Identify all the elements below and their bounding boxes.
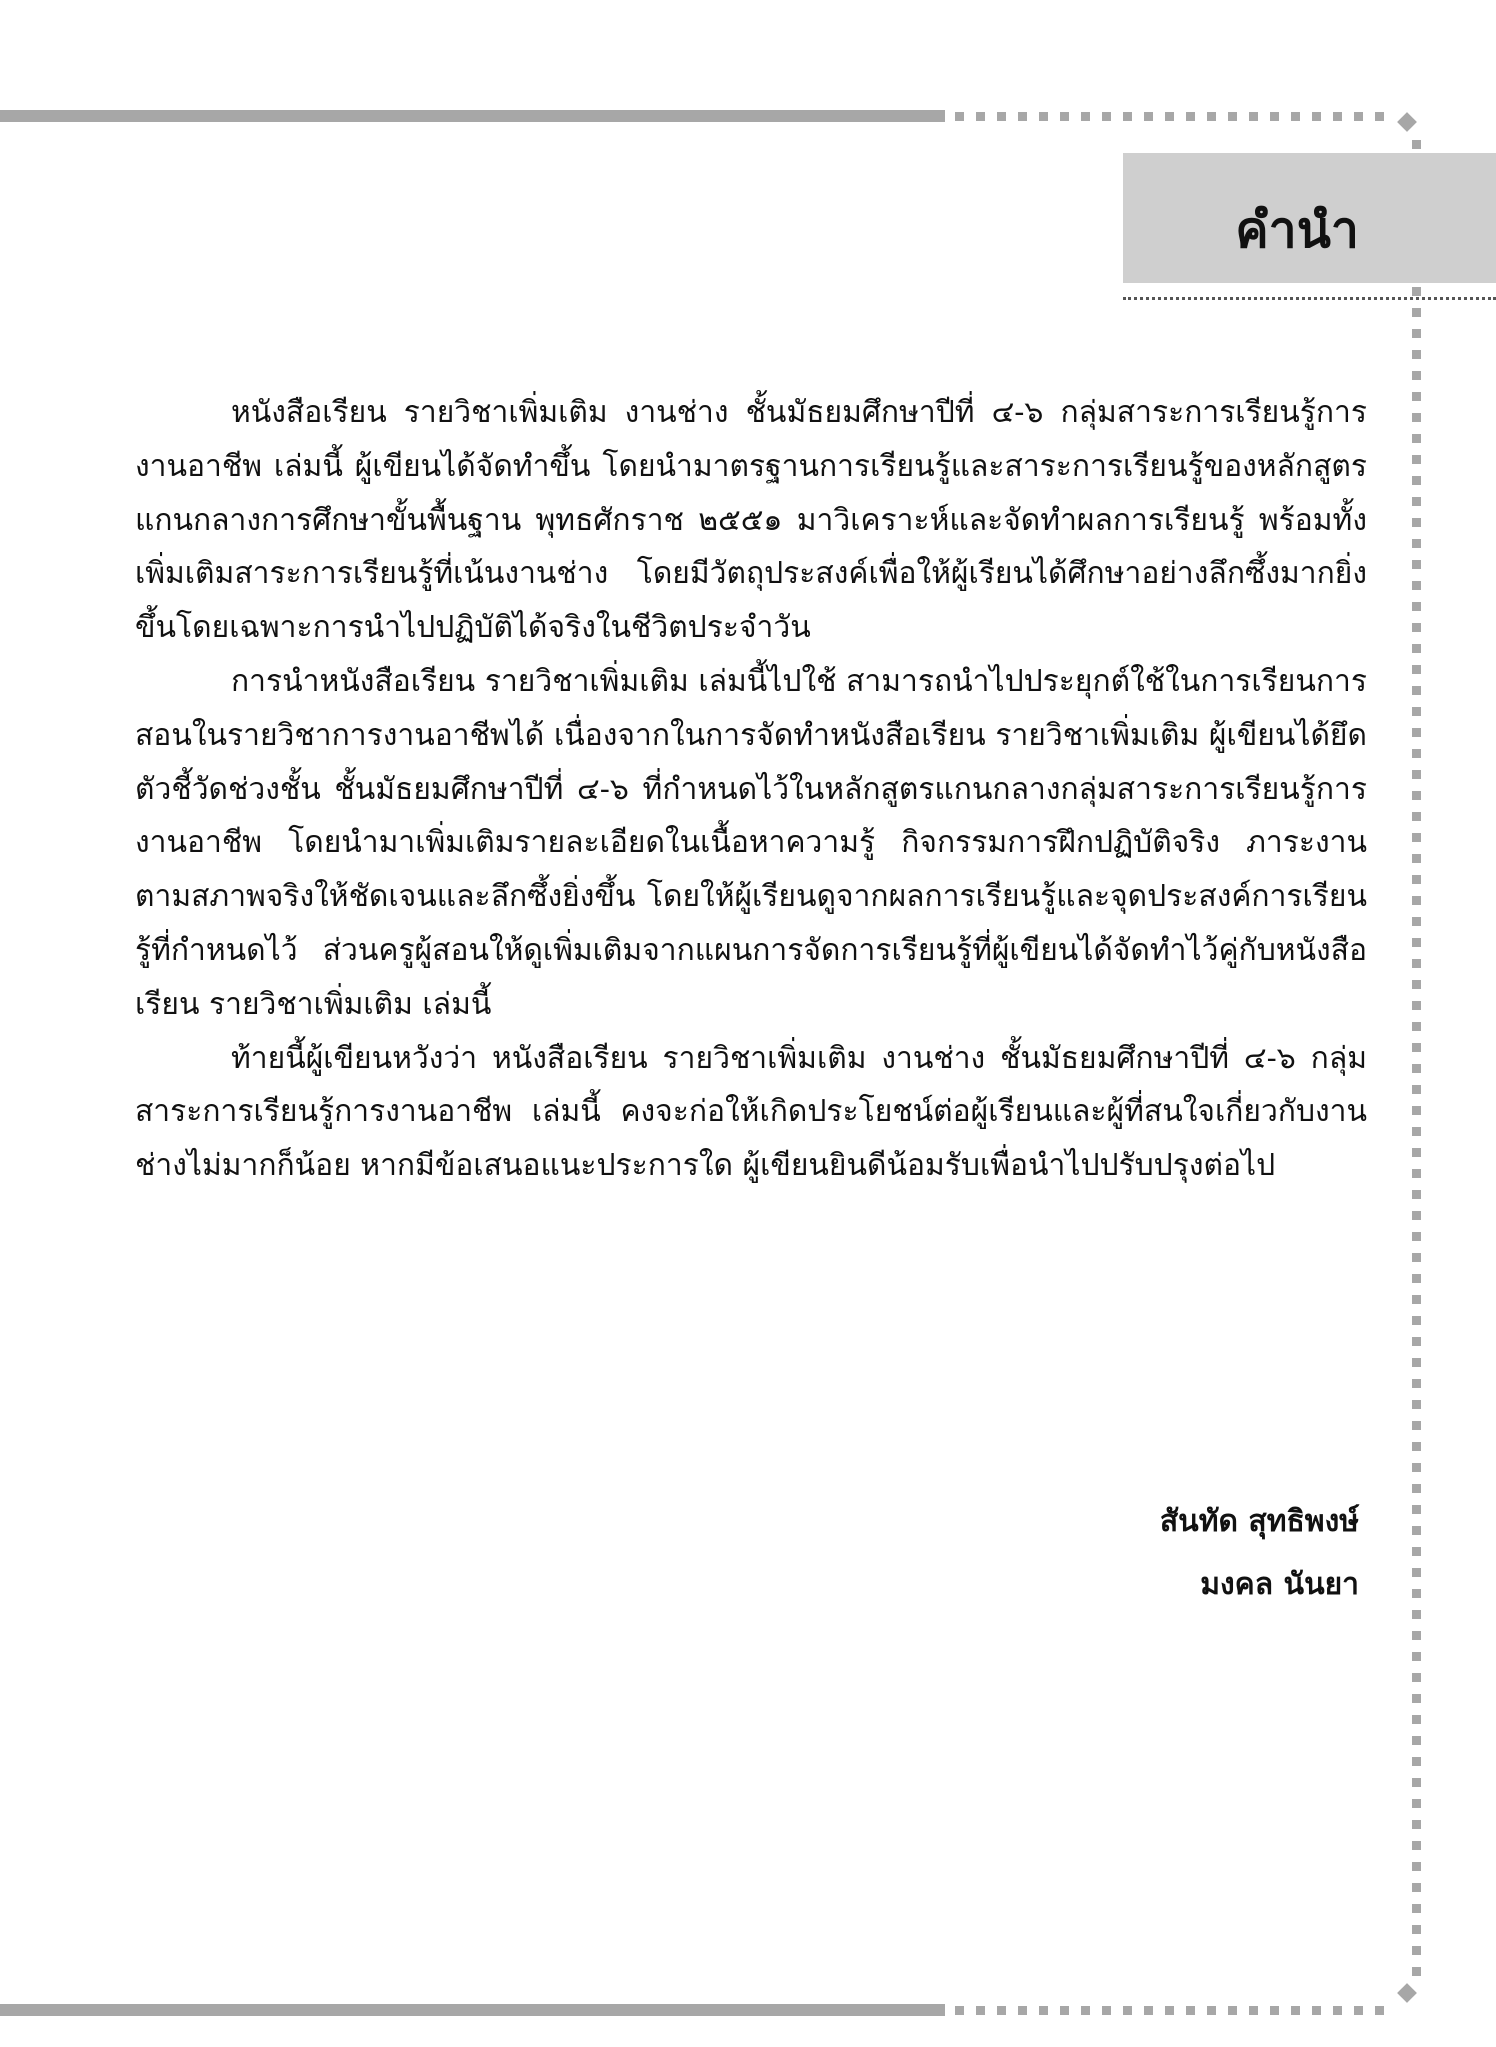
right-border-dotted — [1412, 140, 1421, 1980]
bottom-border-dotted — [955, 2006, 1395, 2015]
top-corner-diamond — [1397, 112, 1417, 132]
paragraph-3: ท้ายนี้ผู้เขียนหวังว่า หนังสือเรียน รายวิชาเพิ่มเติม งานช่าง ชั้นมัธยมศึกษาปีที่ ๔-๖ กลุ่มสาระการเรียนรู้การงานอาชีพ เล่มนี้ คงจะก่อให้เกิดประโยชน์ต่อผู้เรียนและผู้ที่สนใจเกี่ยวกับงานช่างไม่มากก็น้อย หากมีข้อเสนอแนะประการใด ผู้เขียนยินดีน้อมรับเพื่อนำไปปรับปรุงต่อไป — [135, 1040, 1367, 1184]
paragraph-1: หนังสือเรียน รายวิชาเพิ่มเติม งานช่าง ชั้นมัธยมศึกษาปีที่ ๔-๖ กลุ่มสาระการเรียนรู้การงานอาชีพ เล่มนี้ ผู้เขียนได้จัดทำขึ้น โดยนำมาตรฐานการเรียนรู้และสาระการเรียนรู้ของหลักสูตรแกนกลางการศึกษาขั้นพื้นฐาน พุทธศักราช ๒๕๕๑ มาวิเคราะห์และจัดทำผลการเรียนรู้ พร้อมทั้งเพิ่มเติมสาระการเรียนรู้ที่เน้นงานช่าง โดยมีวัตถุประสงค์เพื่อให้ผู้เรียนได้ศึกษาอย่างลึกซึ้งมากยิ่งขึ้นโดยเฉพาะการนำไปปฏิบัติได้จริงในชีวิตประจำวัน — [135, 395, 1367, 646]
paragraph-2: การนำหนังสือเรียน รายวิชาเพิ่มเติม เล่มนี้ไปใช้ สามารถนำไปประยุกต์ใช้ในการเรียนการสอนในรายวิชาการงานอาชีพได้ เนื่องจากในการจัดทำหนังสือเรียน รายวิชาเพิ่มเติม ผู้เขียนได้ยึดตัวชี้วัดช่วงชั้น ชั้นมัธยมศึกษาปีที่ ๔-๖ ที่กำหนดไว้ในหลักสูตรแกนกลางกลุ่มสาระการเรียนรู้การงานอาชีพ โดยนำมาเพิ่มเติมรายละเอียดในเนื้อหาความรู้ กิจกรรมการฝึกปฏิบัติจริง ภาระงานตามสภาพจริงให้ชัดเจนและลึกซึ้งยิ่งขึ้น โดยให้ผู้เรียนดูจากผลการเรียนรู้และจุดประสงค์การเรียนรู้ที่กำหนดไว้ ส่วนครูผู้สอนให้ดูเพิ่มเติมจากแผนการจัดการเรียนรู้ที่ผู้เขียนได้จัดทำไว้คู่กับหนังสือเรียน รายวิชาเพิ่มเติม เล่มนี้ — [135, 663, 1367, 1022]
author-name-1: สันทัด สุทธิพงษ์ — [1159, 1504, 1359, 1539]
top-border-dotted — [955, 112, 1395, 121]
bottom-corner-diamond — [1397, 1983, 1417, 2003]
bottom-border-solid — [0, 2004, 945, 2016]
page-title: คำนำ — [1235, 201, 1359, 259]
title-dotted-underline — [1123, 297, 1496, 300]
top-border-solid — [0, 110, 945, 122]
author-name-2: มงคล นันยา — [1200, 1567, 1359, 1602]
preface-body — [135, 386, 1367, 1193]
author-signatures — [1160, 1490, 1359, 1616]
